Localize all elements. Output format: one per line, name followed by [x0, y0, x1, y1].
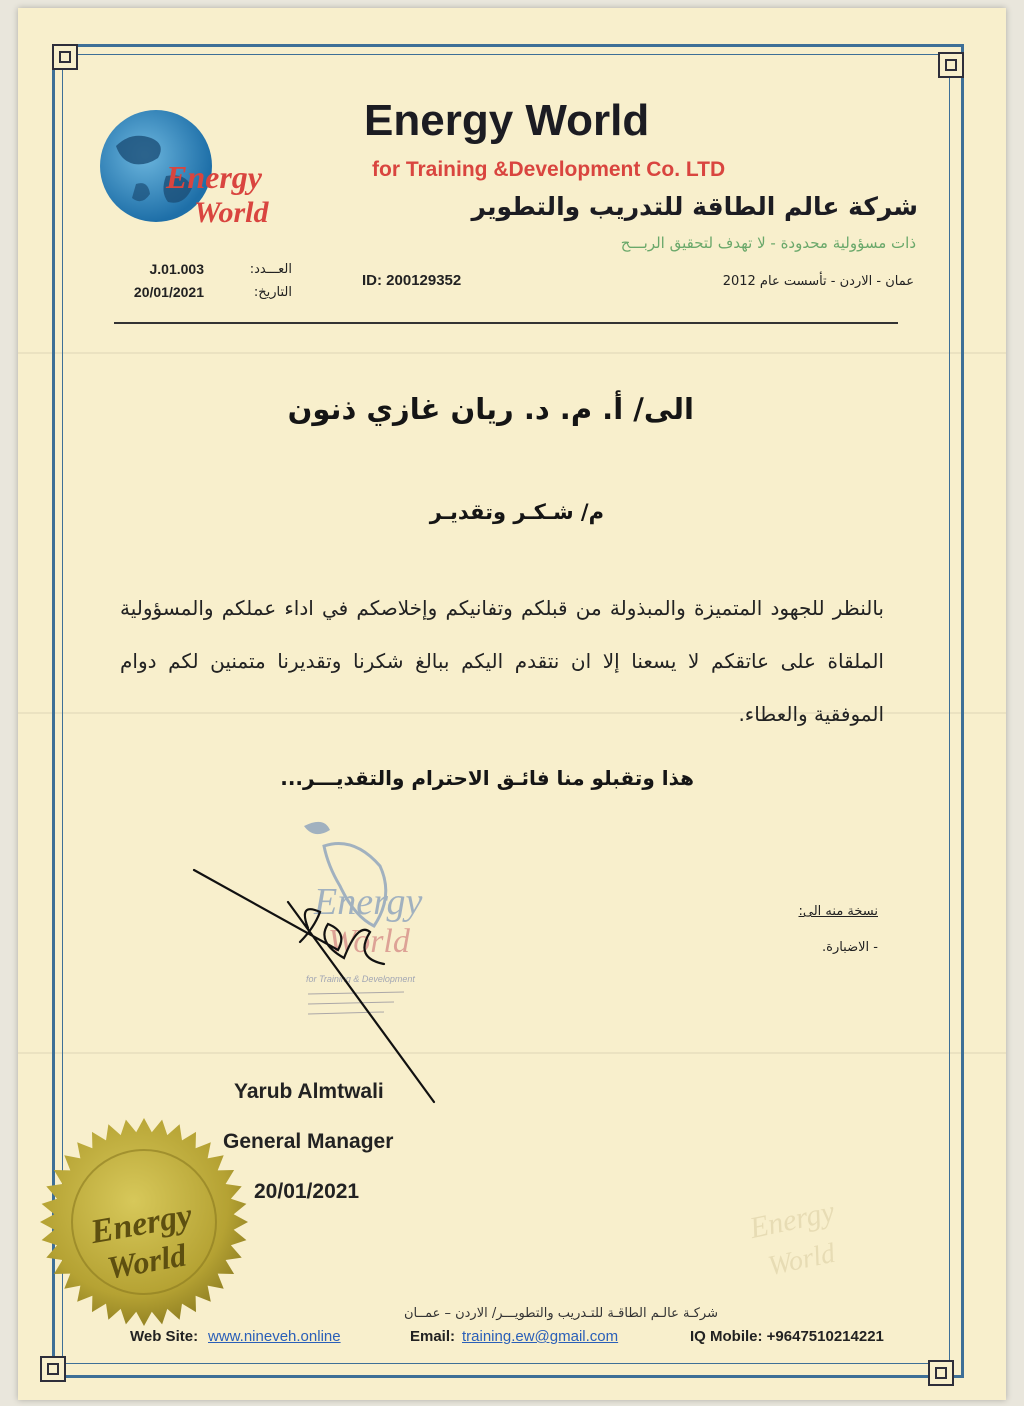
- signatory-name: Yarub Almtwali: [234, 1080, 384, 1103]
- company-id: ID: 200129352: [362, 272, 462, 289]
- reference-labels: [232, 258, 292, 304]
- letter-body: بالنظر للجهود المتميزة والمبذولة من قبلكم وتفانيكم وإخلاصكم في اداء عملكم والمسؤولية الملقاة على عاتقكم لا يسعنا إلا ان نتقدم اليكم ببالغ شكرنا وتقديرنا متمنين لكم دوام الموفقية والعطاء.: [120, 596, 884, 726]
- recipient-line: الى/ أ. م. د. ريان غازي ذنون: [287, 392, 694, 426]
- signatory-title: General Manager: [223, 1130, 394, 1153]
- mobile-number: IQ Mobile: +9647510214221: [690, 1328, 884, 1345]
- gold-seal: [38, 1116, 250, 1328]
- company-logo: [96, 106, 286, 236]
- website-link[interactable]: www.nineveh.online: [208, 1328, 341, 1345]
- company-tagline-ar: ذات مسؤولية محدودة - لا تهدف لتحقيق الربـــح: [620, 234, 916, 252]
- email-label: Email:: [410, 1328, 456, 1345]
- emboss-word-world: World: [765, 1237, 838, 1283]
- seal-word-world: World: [104, 1236, 189, 1286]
- reference-date-label: التاريخ:: [253, 285, 292, 300]
- signature: [188, 862, 448, 1112]
- company-tagline-en: for Training &Development Co. LTD: [372, 158, 726, 181]
- website-label: Web Site:: [130, 1328, 199, 1345]
- footer-address: شركـة عالـم الطاقـة للتـدريب والتطويـــر/ الاردن – عمــان: [403, 1306, 718, 1321]
- company-location-ar: عمان - الاردن - تأسست عام 2012: [722, 274, 914, 289]
- reference-date: 20/01/2021: [133, 284, 204, 300]
- signatory-date: 20/01/2021: [254, 1180, 360, 1203]
- emboss-word-energy: Energy: [746, 1194, 838, 1246]
- stamp-word-energy: Energy: [314, 881, 423, 923]
- header-divider: [114, 322, 898, 324]
- copy-to-item: - الاضبارة.: [822, 940, 878, 955]
- corner-ornament: [938, 52, 964, 78]
- corner-ornament: [928, 1360, 954, 1386]
- corner-ornament: [40, 1356, 66, 1382]
- logo-word-world: World: [194, 196, 269, 229]
- copy-to-label: نسخة منه الى:: [798, 904, 878, 919]
- email-link[interactable]: training.ew@gmail.com: [462, 1328, 619, 1345]
- seal-word-energy: Energy: [87, 1196, 195, 1252]
- company-name-ar: شركة عالم الطاقة للتدريب والتطوير: [471, 192, 918, 221]
- subject-line: م/ شـكـر وتقديـر: [429, 500, 604, 524]
- reference-number: J.01.003: [149, 261, 204, 277]
- stamp-line: for Training & Development: [306, 974, 415, 984]
- closing-line: هذا وتقبلو منا فائـق الاحترام والتقديـــر...: [280, 766, 694, 790]
- stamp-word-world: World: [328, 923, 410, 960]
- reference-values: [112, 258, 204, 304]
- logo-word-energy: Energy: [166, 159, 262, 195]
- embossed-seal: [740, 1156, 880, 1306]
- reference-number-label: العـــدد:: [249, 262, 292, 277]
- company-name-en: Energy World: [364, 96, 650, 145]
- corner-ornament: [52, 44, 78, 70]
